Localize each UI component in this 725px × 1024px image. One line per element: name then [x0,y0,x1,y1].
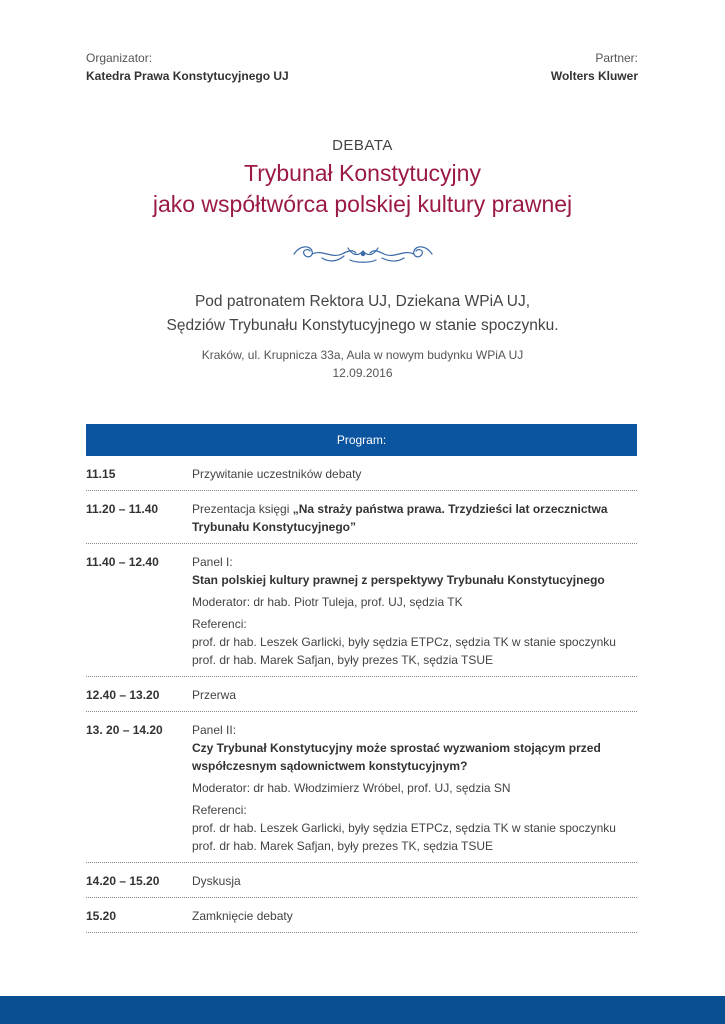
panel-topic-cont: współczesnym sądownictwem konstytucyjnym? [192,759,468,773]
organizer-label: Organizator: [86,51,153,65]
partner-name: Wolters Kluwer [550,69,638,83]
program-row [86,677,637,712]
venue-address: Kraków, ul. Krupnicza 33a, Aula w nowym budynku WPiA UJ [201,348,524,362]
program-time: 14.20 – 15.20 [86,874,160,888]
book-title-cont: Trybunału Konstytucyjnego” [192,520,357,534]
panel-referees-label: Referenci: [192,803,247,817]
program-item: Przywitanie uczestników debaty [192,467,362,481]
footer-bar [0,996,725,1024]
patronage-line-1: Pod patronatem Rektora UJ, Dziekana WPiA UJ, [194,293,531,310]
event-date: 12.09.2016 [332,366,393,380]
program-time: 15.20 [86,909,117,923]
panel-referees-label: Referenci: [192,617,247,631]
title-line-1: Trybunał Konstytucyjny [244,160,481,186]
program-item: Zamknięcie debaty [192,909,293,923]
program-item: Prezentacja księgi [192,502,293,516]
title-line-2: jako współtwórca polskiej kultury prawnej [152,191,573,217]
program-row [86,898,637,933]
book-title: „Na straży państwa prawa. Trzydzieści lat orzecznictwa [292,502,608,516]
event-title [0,158,725,220]
program-row [86,456,637,491]
partner-block [551,49,638,85]
program-time: 11.40 – 12.40 [86,555,159,569]
program-row [86,712,637,863]
program-time: 13. 20 – 14.20 [86,723,163,737]
program-row [86,544,637,677]
program-time: 11.20 – 11.40 [86,502,159,516]
program-row [86,491,637,544]
program-time: 11.15 [86,467,116,481]
panel-referee: prof. dr hab. Marek Safjan, były prezes TK, sędzia TSUE [192,839,494,853]
panel-topic: Stan polskiej kultury prawnej z perspektywy Trybunału Konstytucyjnego [192,573,605,587]
panel-moderator: Moderator: dr hab. Włodzimierz Wróbel, prof. UJ, sędzia SN [192,781,511,795]
panel-moderator: Moderator: dr hab. Piotr Tuleja, prof. UJ, sędzia TK [192,595,463,609]
ornament-flourish-icon [0,241,725,272]
panel-referee: prof. dr hab. Marek Safjan, były prezes TK, sędzia TSUE [192,653,494,667]
organizer-block [86,49,289,85]
panel-referee: prof. dr hab. Leszek Garlicki, były sędzia ETPCz, sędzia TK w stanie spoczynku [192,821,616,835]
patronage-line-2: Sędziów Trybunału Konstytucyjnego w stanie spoczynku. [166,317,559,334]
patronage-text [0,290,725,338]
panel-label: Panel II: [192,723,237,737]
program-row [86,863,637,898]
panel-topic: Czy Trybunał Konstytucyjny może sprostać wyzwaniom stojącym przed [192,741,601,755]
partner-label: Partner: [595,51,638,65]
panel-label: Panel I: [192,555,233,569]
panel-referee: prof. dr hab. Leszek Garlicki, były sędzia ETPCz, sędzia TK w stanie spoczynku [192,635,616,649]
program-time: 12.40 – 13.20 [86,688,160,702]
venue-info [0,346,725,382]
program-table [86,456,637,933]
program-item: Dyskusja [192,874,241,888]
program-item: Przerwa [192,688,237,702]
event-kicker: DEBATA [332,137,393,154]
program-heading: Program: [86,424,637,456]
organizer-name: Katedra Prawa Konstytucyjnego UJ [86,69,289,83]
